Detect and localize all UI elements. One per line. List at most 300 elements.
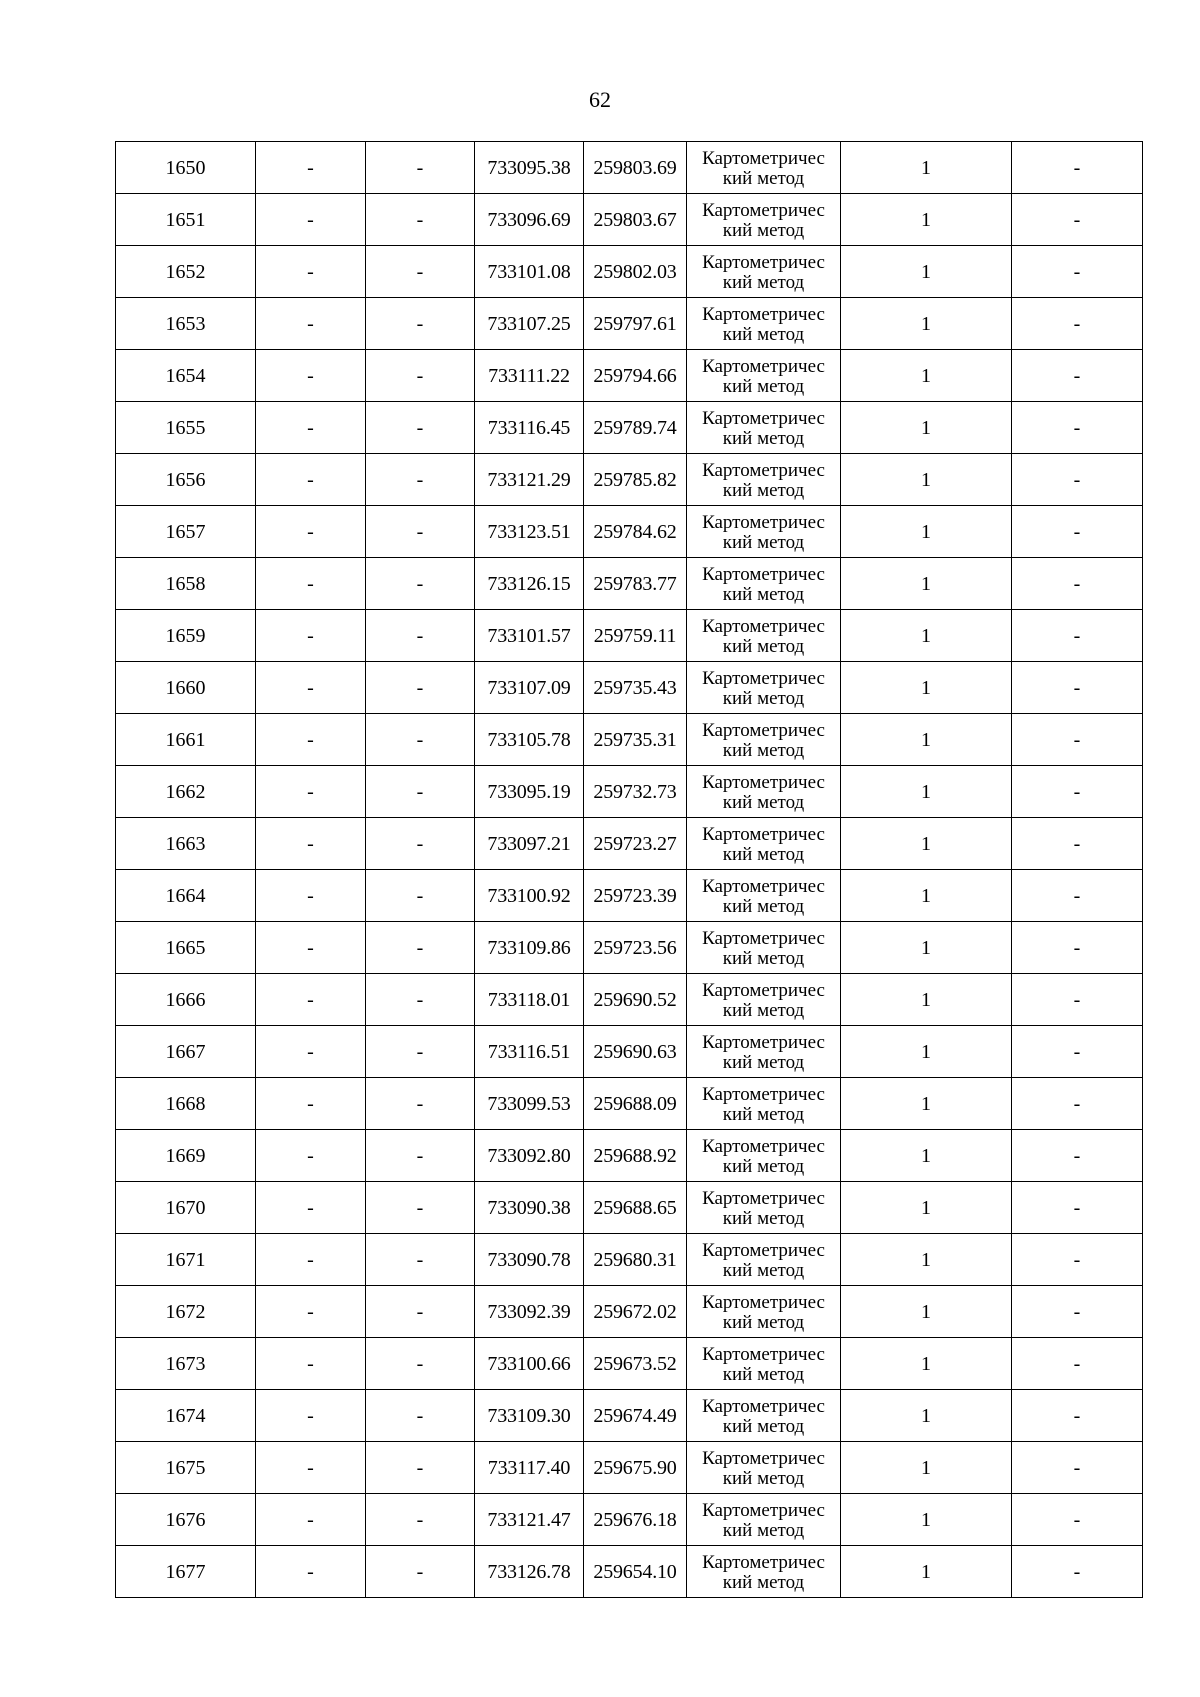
method-line-2: кий метод [722,1363,805,1385]
point-number-cell: 1665 [116,922,256,974]
method-line-1: Картометричес [702,667,825,689]
dash-cell: - [256,1182,366,1234]
precision-cell: 1 [841,1494,1012,1546]
point-number-cell: 1654 [116,350,256,402]
point-number-cell: 1663 [116,818,256,870]
dash-cell: - [256,610,366,662]
method-cell [687,1338,841,1390]
note-cell: - [1012,1494,1143,1546]
table-row [116,610,1143,662]
table-row [116,246,1143,298]
table-row [116,766,1143,818]
note-cell: - [1012,870,1143,922]
table-body [116,142,1143,1598]
dash-cell: - [256,142,366,194]
table-row [116,506,1143,558]
y-coordinate-cell: 259688.65 [584,1182,687,1234]
method-line-1: Картометричес [702,1395,825,1417]
dash-cell: - [366,1442,475,1494]
table-row [116,558,1143,610]
dash-cell: - [366,1130,475,1182]
y-coordinate-cell: 259688.09 [584,1078,687,1130]
method-cell [687,1234,841,1286]
y-coordinate-cell: 259672.02 [584,1286,687,1338]
dash-cell: - [256,922,366,974]
x-coordinate-cell: 733095.38 [475,142,584,194]
method-line-2: кий метод [722,999,805,1021]
precision-cell: 1 [841,1338,1012,1390]
precision-cell: 1 [841,1442,1012,1494]
point-number-cell: 1676 [116,1494,256,1546]
coordinates-table [115,141,1143,1598]
precision-cell: 1 [841,1286,1012,1338]
method-line-2: кий метод [722,635,805,657]
table-row [116,870,1143,922]
method-cell [687,1130,841,1182]
x-coordinate-cell: 733126.78 [475,1546,584,1598]
x-coordinate-cell: 733107.09 [475,662,584,714]
dash-cell: - [366,974,475,1026]
y-coordinate-cell: 259723.27 [584,818,687,870]
method-cell [687,142,841,194]
method-line-1: Картометричес [702,1551,825,1573]
method-line-1: Картометричес [702,719,825,741]
note-cell: - [1012,1130,1143,1182]
table-row [116,818,1143,870]
table-row [116,350,1143,402]
x-coordinate-cell: 733109.86 [475,922,584,974]
point-number-cell: 1672 [116,1286,256,1338]
dash-cell: - [256,1130,366,1182]
y-coordinate-cell: 259802.03 [584,246,687,298]
note-cell: - [1012,1026,1143,1078]
dash-cell: - [256,766,366,818]
precision-cell: 1 [841,194,1012,246]
y-coordinate-cell: 259673.52 [584,1338,687,1390]
precision-cell: 1 [841,1026,1012,1078]
x-coordinate-cell: 733118.01 [475,974,584,1026]
note-cell: - [1012,298,1143,350]
precision-cell: 1 [841,402,1012,454]
note-cell: - [1012,662,1143,714]
table-row [116,922,1143,974]
table-row [116,1494,1143,1546]
note-cell: - [1012,1338,1143,1390]
point-number-cell: 1652 [116,246,256,298]
note-cell: - [1012,1286,1143,1338]
note-cell: - [1012,1442,1143,1494]
point-number-cell: 1653 [116,298,256,350]
table-row [116,402,1143,454]
method-line-1: Картометричес [702,1083,825,1105]
note-cell: - [1012,1078,1143,1130]
method-line-1: Картометричес [702,1291,825,1313]
method-line-1: Картометричес [702,147,825,169]
dash-cell: - [366,454,475,506]
dash-cell: - [256,974,366,1026]
method-cell [687,1026,841,1078]
y-coordinate-cell: 259803.69 [584,142,687,194]
dash-cell: - [256,818,366,870]
table-row [116,298,1143,350]
method-cell [687,1546,841,1598]
x-coordinate-cell: 733123.51 [475,506,584,558]
point-number-cell: 1667 [116,1026,256,1078]
method-line-2: кий метод [722,1207,805,1229]
dash-cell: - [366,402,475,454]
point-number-cell: 1662 [116,766,256,818]
precision-cell: 1 [841,558,1012,610]
x-coordinate-cell: 733100.66 [475,1338,584,1390]
dash-cell: - [256,558,366,610]
method-line-1: Картометричес [702,1031,825,1053]
x-coordinate-cell: 733099.53 [475,1078,584,1130]
dash-cell: - [256,506,366,558]
point-number-cell: 1677 [116,1546,256,1598]
y-coordinate-cell: 259654.10 [584,1546,687,1598]
method-line-2: кий метод [722,1519,805,1541]
method-cell [687,1286,841,1338]
dash-cell: - [366,298,475,350]
precision-cell: 1 [841,454,1012,506]
x-coordinate-cell: 733101.57 [475,610,584,662]
table-row [116,662,1143,714]
method-line-1: Картометричес [702,1187,825,1209]
method-cell [687,922,841,974]
method-cell [687,974,841,1026]
x-coordinate-cell: 733090.78 [475,1234,584,1286]
y-coordinate-cell: 259723.39 [584,870,687,922]
dash-cell: - [256,350,366,402]
dash-cell: - [366,1494,475,1546]
method-cell [687,1390,841,1442]
x-coordinate-cell: 733121.47 [475,1494,584,1546]
method-cell [687,610,841,662]
table-row [116,974,1143,1026]
point-number-cell: 1650 [116,142,256,194]
precision-cell: 1 [841,1182,1012,1234]
y-coordinate-cell: 259735.31 [584,714,687,766]
method-line-2: кий метод [722,427,805,449]
x-coordinate-cell: 733126.15 [475,558,584,610]
precision-cell: 1 [841,350,1012,402]
precision-cell: 1 [841,1390,1012,1442]
precision-cell: 1 [841,506,1012,558]
method-cell [687,662,841,714]
point-number-cell: 1656 [116,454,256,506]
x-coordinate-cell: 733109.30 [475,1390,584,1442]
y-coordinate-cell: 259690.63 [584,1026,687,1078]
method-line-1: Картометричес [702,875,825,897]
method-line-1: Картометричес [702,407,825,429]
note-cell: - [1012,610,1143,662]
note-cell: - [1012,246,1143,298]
y-coordinate-cell: 259783.77 [584,558,687,610]
x-coordinate-cell: 733100.92 [475,870,584,922]
dash-cell: - [366,506,475,558]
dash-cell: - [366,1546,475,1598]
x-coordinate-cell: 733101.08 [475,246,584,298]
x-coordinate-cell: 733097.21 [475,818,584,870]
point-number-cell: 1655 [116,402,256,454]
dash-cell: - [366,1338,475,1390]
method-cell [687,506,841,558]
table-row [116,1130,1143,1182]
table-row [116,1546,1143,1598]
note-cell: - [1012,1390,1143,1442]
table-row [116,1182,1143,1234]
dash-cell: - [366,766,475,818]
point-number-cell: 1673 [116,1338,256,1390]
table-row [116,1234,1143,1286]
x-coordinate-cell: 733105.78 [475,714,584,766]
y-coordinate-cell: 259784.62 [584,506,687,558]
table-row [116,454,1143,506]
method-line-2: кий метод [722,271,805,293]
note-cell: - [1012,558,1143,610]
dash-cell: - [366,1078,475,1130]
method-line-2: кий метод [722,843,805,865]
note-cell: - [1012,194,1143,246]
method-line-1: Картометричес [702,511,825,533]
y-coordinate-cell: 259690.52 [584,974,687,1026]
method-line-2: кий метод [722,323,805,345]
table-row [116,714,1143,766]
dash-cell: - [366,662,475,714]
dash-cell: - [366,922,475,974]
method-line-1: Картометричес [702,563,825,585]
dash-cell: - [366,1286,475,1338]
note-cell: - [1012,350,1143,402]
method-cell [687,1078,841,1130]
precision-cell: 1 [841,1078,1012,1130]
note-cell: - [1012,1546,1143,1598]
method-line-2: кий метод [722,1051,805,1073]
dash-cell: - [256,1338,366,1390]
precision-cell: 1 [841,610,1012,662]
method-line-1: Картометричес [702,823,825,845]
point-number-cell: 1659 [116,610,256,662]
x-coordinate-cell: 733117.40 [475,1442,584,1494]
point-number-cell: 1668 [116,1078,256,1130]
method-cell [687,1494,841,1546]
method-line-1: Картометричес [702,303,825,325]
x-coordinate-cell: 733121.29 [475,454,584,506]
x-coordinate-cell: 733111.22 [475,350,584,402]
method-cell [687,194,841,246]
x-coordinate-cell: 733092.80 [475,1130,584,1182]
method-line-2: кий метод [722,583,805,605]
dash-cell: - [256,1494,366,1546]
page-number: 62 [589,87,611,112]
note-cell: - [1012,402,1143,454]
point-number-cell: 1651 [116,194,256,246]
table-row [116,142,1143,194]
method-line-2: кий метод [722,687,805,709]
method-line-1: Картометричес [702,927,825,949]
point-number-cell: 1661 [116,714,256,766]
y-coordinate-cell: 259785.82 [584,454,687,506]
note-cell: - [1012,142,1143,194]
method-line-2: кий метод [722,947,805,969]
dash-cell: - [366,142,475,194]
precision-cell: 1 [841,818,1012,870]
y-coordinate-cell: 259732.73 [584,766,687,818]
precision-cell: 1 [841,870,1012,922]
dash-cell: - [256,454,366,506]
y-coordinate-cell: 259676.18 [584,1494,687,1546]
precision-cell: 1 [841,766,1012,818]
method-cell [687,714,841,766]
dash-cell: - [366,1390,475,1442]
point-number-cell: 1675 [116,1442,256,1494]
dash-cell: - [256,194,366,246]
dash-cell: - [256,1390,366,1442]
point-number-cell: 1660 [116,662,256,714]
note-cell: - [1012,766,1143,818]
dash-cell: - [366,870,475,922]
method-line-1: Картометричес [702,979,825,1001]
dash-cell: - [256,246,366,298]
precision-cell: 1 [841,246,1012,298]
point-number-cell: 1670 [116,1182,256,1234]
table-row [116,1026,1143,1078]
method-cell [687,766,841,818]
note-cell: - [1012,454,1143,506]
x-coordinate-cell: 733095.19 [475,766,584,818]
method-line-1: Картометричес [702,771,825,793]
note-cell: - [1012,818,1143,870]
dash-cell: - [256,714,366,766]
method-line-1: Картометричес [702,251,825,273]
table-row [116,1338,1143,1390]
method-line-2: кий метод [722,167,805,189]
method-line-2: кий метод [722,1311,805,1333]
x-coordinate-cell: 733107.25 [475,298,584,350]
method-cell [687,298,841,350]
y-coordinate-cell: 259723.56 [584,922,687,974]
dash-cell: - [256,1546,366,1598]
method-line-1: Картометричес [702,1447,825,1469]
method-line-2: кий метод [722,1467,805,1489]
method-line-1: Картометричес [702,199,825,221]
y-coordinate-cell: 259797.61 [584,298,687,350]
y-coordinate-cell: 259759.11 [584,610,687,662]
point-number-cell: 1664 [116,870,256,922]
note-cell: - [1012,506,1143,558]
y-coordinate-cell: 259675.90 [584,1442,687,1494]
dash-cell: - [256,1026,366,1078]
method-cell [687,1182,841,1234]
precision-cell: 1 [841,1546,1012,1598]
dash-cell: - [256,1078,366,1130]
y-coordinate-cell: 259803.67 [584,194,687,246]
precision-cell: 1 [841,298,1012,350]
method-cell [687,350,841,402]
point-number-cell: 1669 [116,1130,256,1182]
method-line-2: кий метод [722,739,805,761]
dash-cell: - [366,714,475,766]
y-coordinate-cell: 259680.31 [584,1234,687,1286]
method-cell [687,558,841,610]
method-cell [687,402,841,454]
method-line-1: Картометричес [702,355,825,377]
note-cell: - [1012,922,1143,974]
method-cell [687,870,841,922]
method-line-2: кий метод [722,219,805,241]
dash-cell: - [256,1442,366,1494]
x-coordinate-cell: 733116.51 [475,1026,584,1078]
dash-cell: - [366,1182,475,1234]
x-coordinate-cell: 733092.39 [475,1286,584,1338]
table-row [116,194,1143,246]
method-cell [687,818,841,870]
dash-cell: - [366,194,475,246]
x-coordinate-cell: 733090.38 [475,1182,584,1234]
dash-cell: - [366,246,475,298]
point-number-cell: 1674 [116,1390,256,1442]
precision-cell: 1 [841,662,1012,714]
dash-cell: - [366,610,475,662]
method-line-2: кий метод [722,791,805,813]
point-number-cell: 1658 [116,558,256,610]
dash-cell: - [256,1234,366,1286]
precision-cell: 1 [841,714,1012,766]
point-number-cell: 1666 [116,974,256,1026]
method-line-1: Картометричес [702,1343,825,1365]
dash-cell: - [256,298,366,350]
dash-cell: - [256,870,366,922]
note-cell: - [1012,1234,1143,1286]
table-row [116,1442,1143,1494]
table-row [116,1078,1143,1130]
method-cell [687,1442,841,1494]
precision-cell: 1 [841,1234,1012,1286]
method-line-1: Картометричес [702,1499,825,1521]
dash-cell: - [366,1026,475,1078]
dash-cell: - [256,1286,366,1338]
dash-cell: - [256,662,366,714]
method-line-2: кий метод [722,531,805,553]
method-line-2: кий метод [722,1155,805,1177]
method-line-1: Картометричес [702,1135,825,1157]
table-row [116,1286,1143,1338]
method-line-2: кий метод [722,1571,805,1593]
y-coordinate-cell: 259794.66 [584,350,687,402]
dash-cell: - [366,558,475,610]
method-line-2: кий метод [722,375,805,397]
method-line-2: кий метод [722,479,805,501]
method-line-2: кий метод [722,1415,805,1437]
y-coordinate-cell: 259674.49 [584,1390,687,1442]
y-coordinate-cell: 259688.92 [584,1130,687,1182]
dash-cell: - [366,818,475,870]
method-line-2: кий метод [722,895,805,917]
dash-cell: - [256,402,366,454]
x-coordinate-cell: 733096.69 [475,194,584,246]
note-cell: - [1012,1182,1143,1234]
method-line-1: Картометричес [702,615,825,637]
method-line-1: Картометричес [702,459,825,481]
method-cell [687,454,841,506]
x-coordinate-cell: 733116.45 [475,402,584,454]
method-line-2: кий метод [722,1259,805,1281]
table-row [116,1390,1143,1442]
note-cell: - [1012,974,1143,1026]
note-cell: - [1012,714,1143,766]
y-coordinate-cell: 259789.74 [584,402,687,454]
method-cell [687,246,841,298]
